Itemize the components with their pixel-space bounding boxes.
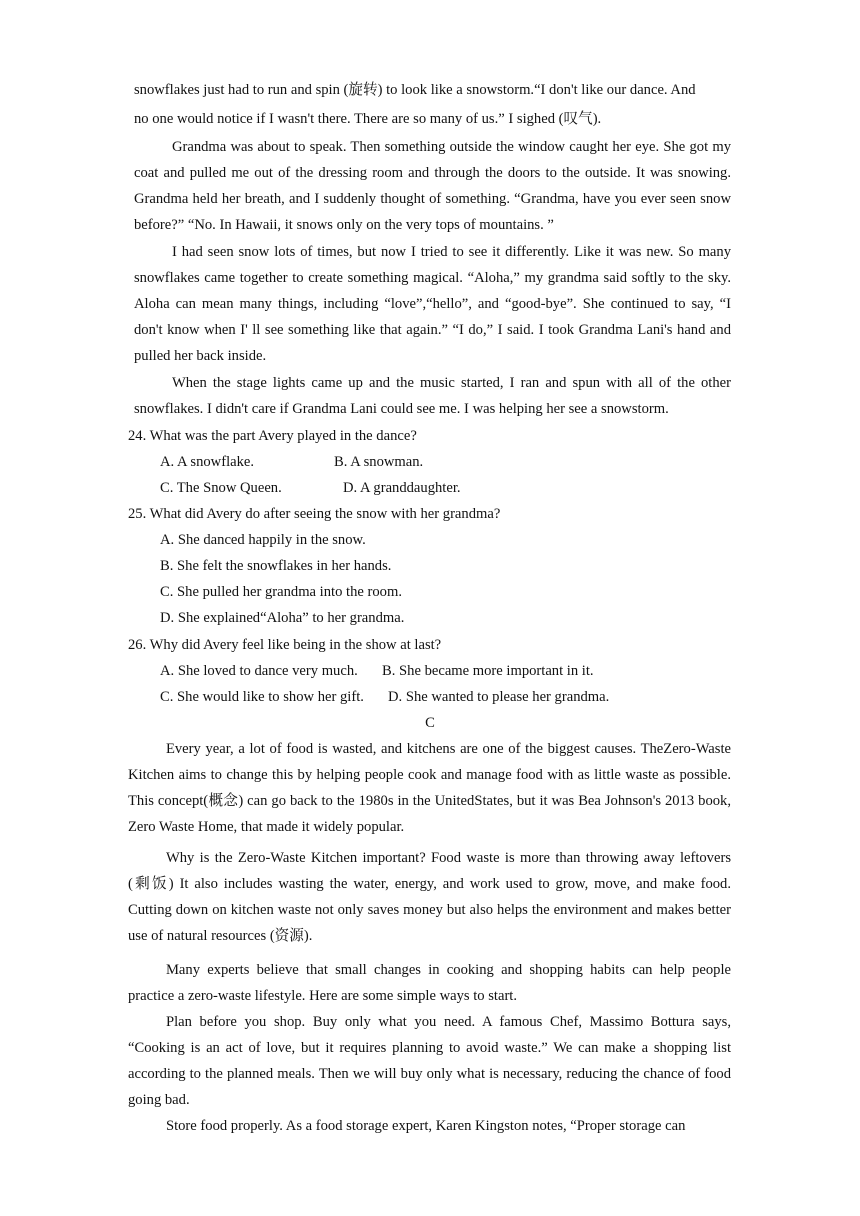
question-25-option-d: D. She explained“Aloha” to her grandma. [160, 610, 405, 626]
question-24-stem: 24. What was the part Avery played in the dance? [128, 428, 417, 444]
passage-c-paragraph-1: Every year, a lot of food is wasted, and kitchens are one of the biggest causes. TheZero-Waste Kitchen aims to change this by helping people cook and manage food with as little waste as possible. This concept(概念) can go back to the 1980s in the UnitedStates, but it was Bea Johnson's 2013 book, Zero Waste Home, that made it widely popular. [128, 741, 731, 836]
question-24-option-c: C. The Snow Queen. [160, 480, 282, 496]
question-25-option-b: B. She felt the snowflakes in her hands. [160, 558, 392, 574]
question-24-option-a: A. A snowflake. [160, 454, 255, 470]
question-26-option-a: A. She loved to dance very much. [160, 663, 358, 679]
question-26-option-c: C. She would like to show her gift. [160, 689, 364, 705]
question-25-option-a: A. She danced happily in the snow. [160, 532, 366, 548]
question-25-stem: 25. What did Avery do after seeing the snow with her grandma? [128, 506, 501, 522]
passage-c-heading: C [425, 715, 435, 731]
passage-c-paragraph-4: Plan before you shop. Buy only what you need. A famous Chef, Massimo Bottura says, “Cooking is an act of love, but it requires planning to avoid waste.” We can make a shopping list according to the planned meals. Then we will buy only what is necessary, reducing the chance of food going bad. [128, 1014, 731, 1109]
question-26-option-d: D. She wanted to please her grandma. [388, 689, 610, 705]
question-26-stem: 26. Why did Avery feel like being in the show at last? [128, 637, 442, 653]
question-24-option-d: D. A granddaughter. [343, 480, 461, 496]
passage-b-line-1: snowflakes just had to run and spin (旋转) to look like a snowstorm.“I don't like our dance. And [134, 82, 696, 98]
question-26-option-b: B. She became more important in it. [382, 663, 594, 679]
passage-c-paragraph-3: Many experts believe that small changes in cooking and shopping habits can help people practice a zero-waste lifestyle. Here are some simple ways to start. [128, 962, 731, 1005]
passage-b-paragraph-3: I had seen snow lots of times, but now I tried to see it differently. Like it was new. So many snowflakes came together to create something magical. “Aloha,” my grandma said softly to the sky. Aloha can mean many things, including “love”,“hello”, and “good-bye”. She continued to say, “I don't know when I' ll see something like that again.” “I do,” I said. I took Grandma Lani's hand and pulled her back inside. [134, 244, 731, 365]
question-25-option-c: C. She pulled her grandma into the room. [160, 584, 402, 600]
question-24-option-b: B. A snowman. [334, 454, 424, 470]
passage-b-line-2: no one would notice if I wasn't there. There are so many of us.” I sighed (叹气). [134, 111, 602, 127]
passage-b-paragraph-2: Grandma was about to speak. Then something outside the window caught her eye. She got my coat and pulled me out of the dressing room and through the doors to the outside. It was snowing. Grandma held her breath, and I suddenly thought of something. “Grandma, have you ever seen snow before?” “No. In Hawaii, it snows only on the very tops of mountains. ” [134, 139, 731, 234]
passage-b-paragraph-4: When the stage lights came up and the music started, I ran and spun with all of the other snowflakes. I didn't care if Grandma Lani could see me. I was helping her see a snowstorm. [134, 375, 731, 418]
passage-c-paragraph-2: Why is the Zero-Waste Kitchen important? Food waste is more than throwing away leftovers (剩饭) It also includes wasting the water, energy, and work used to grow, move, and make food. Cutting down on kitchen waste not only saves money but also helps the environment and makes better use of natural resources (资源). [128, 850, 731, 945]
passage-c-paragraph-5: Store food properly. As a food storage expert, Karen Kingston notes, “Proper storage can [165, 1118, 686, 1134]
